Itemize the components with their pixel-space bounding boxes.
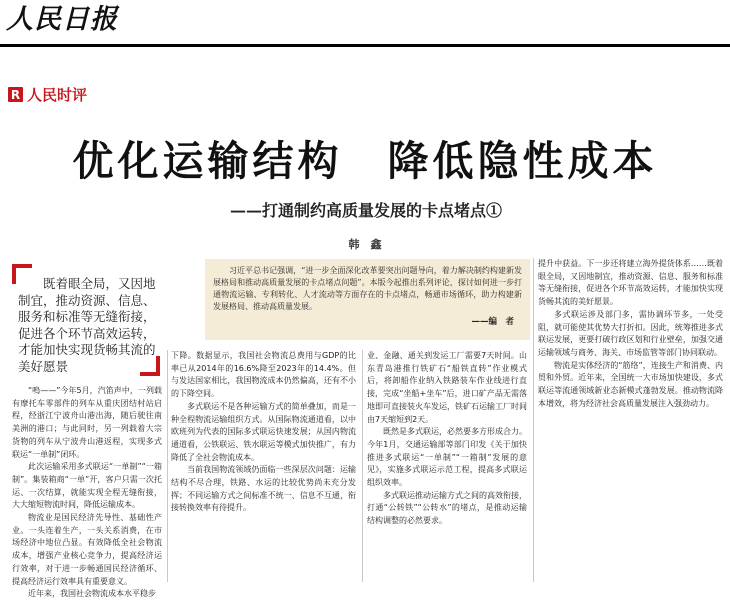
pullquote [12, 264, 160, 376]
paragraph: 多式联运推动运输方式之间的高效衔接，打通“公转铁”“公转水”的堵点，是推动运输结构调整的必然要求。 [367, 490, 527, 526]
paragraph: 多式联运不是各种运输方式的简单叠加，而是一种全程物流运输组织方式。从国际物流通道看，以中欧班列为代表的国际多式联运快速发展；从国内物流通道看，公铁联运、铁水联运等模式加快推广，有力降低了全社会物流成本。 [171, 401, 356, 462]
headline: 优化运输结构 降低隐性成本 [72, 137, 658, 185]
editors-note-body: 习近平总书记强调，“进一步全面深化改革要突出问题导向，着力解决制约构建新发展格局和推动高质量发展的卡点堵点问题”。本版今起推出系列评论，探讨如何进一步打通物流运输、专利转化、人才流动等方面存在的卡点堵点，畅通市场循环，助力构建新发展格局、推动高质量发展。 [213, 266, 522, 311]
section-label [8, 84, 87, 105]
paragraph: 此次运输采用多式联运“一单制”“一箱制”。集装箱商“一单”开，客户只需一次托运、一次结算，就能实现全程无缝衔接，大大缩短物流时间，降低运输成本。 [12, 462, 162, 510]
column-divider [533, 258, 534, 582]
body-column-4 [538, 258, 723, 583]
section-label-text: 人民时评 [27, 86, 88, 104]
column-divider [362, 350, 363, 582]
paragraph: 多式联运涉及部门多，需协调环节多，一处受阻，就可能使其优势大打折扣。因此，统筹推进多式联运发展，更要打破行政区划和行业壁垒，加强交通运输领域与商务、海关、市场监管等部门协同联动。 [538, 309, 723, 357]
paragraph: 下降。数据显示，我国社会物流总费用与GDP的比率已从2014年的16.6%降至2023年的14.4%。但与发达国家相比，我国物流成本仍然偏高，还有不小的下降空间。 [171, 351, 356, 399]
masthead-logo: 人民日报 [6, 4, 118, 35]
author-byline: 韩 鑫 [348, 238, 382, 251]
body-column-2 [171, 350, 356, 583]
body-column-1 [12, 385, 162, 599]
paragraph: 近年来，我国社会物流成本水平稳步 [28, 589, 156, 599]
editors-note-signature: ——编 者 [471, 317, 514, 327]
paragraph: 物流业是国民经济先导性、基础性产业。一头连着生产，一头关系消费，在市场经济中地位凸显。有效降低全社会物流成本，增强产业核心竞争力，提高经济运行效率，对于进一步畅通国民经济循环、提高经济运行效率具有重要意义。 [12, 513, 162, 586]
paragraph: “嗚——”今年5月，汽笛声中，一列载有摩托车零部件的列车从重庆团结村站启程，经浙江宁波舟山港出海，随后驶往南美洲的港口；与此同时，另一列载着大宗货物的列车从宁波舟山港返程，实现多式联运“一单制”闭环。 [12, 386, 162, 459]
body-column-3 [367, 350, 527, 583]
editors-note [205, 259, 530, 340]
paragraph: 提升中获益。下一步还将建立海外提货体系……既着眼全局，又因地制宜，推动资源、信息、服务和标准等无缝衔接，促进各个环节高效运转，才能加快实现货畅其流的美好愿景。 [538, 259, 723, 307]
column-divider [167, 350, 168, 582]
paragraph: 物流是实体经济的“筋络”，连接生产和消费、内贸和外贸。近年来，全国统一大市场加快建设，多式联运等流通领域新业态新模式蓬勃发展。推动物流降本增效，将为经济社会高质量发展注入强劲动力。 [538, 360, 723, 408]
masthead-rule [0, 44, 730, 47]
r-badge-icon: R [8, 87, 23, 102]
bracket-bottom-right-icon [140, 356, 160, 376]
paragraph: 当前我国物流领域仍面临一些深层次问题：运输结构不尽合理，铁路、水运的比较优势尚未充分发挥；不同运输方式之间标准不统一、信息不互通，衔接转换效率有待提升。 [171, 465, 356, 513]
paragraph: 业、金融、通关到发运工厂需要7天时间。山东青岛港推行铁矿石“船铁直转”作业模式后，将卸船作业纳入铁路装车作业线进行直接，完成“坐船+坐车”后，进口矿产品无需落地即可直接装火车发运，铁矿石运输工厂时间由7天缩短到2天。 [367, 351, 527, 424]
paragraph: 既然是多式联运，必然要多方形成合力。今年1月，交通运输部等部门印发《关于加快推进多式联运“一单制”“一箱制”发展的意见》，实施多式联运示范工程，提高多式联运组织效率。 [367, 427, 527, 488]
pullquote-text: 既着眼全局，又因地制宜，推动资源、信息、服务和标准等无缝衔接，促进各个环节高效运转，才能加快实现货畅其流的美好愿景 [18, 276, 156, 374]
subtitle: ——打通制约高质量发展的卡点堵点① [230, 201, 503, 220]
